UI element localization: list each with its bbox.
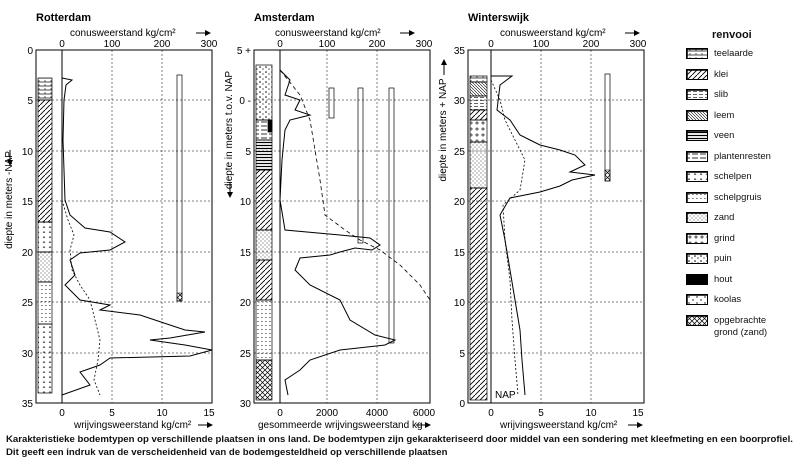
sampling-bar xyxy=(358,88,363,243)
legend-label: hout xyxy=(714,272,733,284)
legend-swatch xyxy=(686,130,708,141)
bottom-tick: 2000 xyxy=(315,408,339,419)
depth-tick: 10 xyxy=(239,197,251,208)
cone-resistance-curve xyxy=(280,70,395,395)
depth-tick: 15 xyxy=(21,197,33,208)
top-tick: 200 xyxy=(582,39,600,50)
bottom-axis-label: wrijvingsweerstand kg/cm² xyxy=(74,420,192,431)
top-tick: 300 xyxy=(415,39,433,50)
bottom-tick: 15 xyxy=(203,408,215,419)
legend-label: schelpen xyxy=(714,170,752,181)
bottom-axis-label: gesommeerde wrijvingsweerstand kg xyxy=(258,420,423,431)
bottom-tick: 10 xyxy=(156,408,168,419)
panel-rotterdam xyxy=(4,12,218,431)
top-tick: 0 xyxy=(488,39,494,50)
legend-label: slib xyxy=(714,88,729,99)
bottom-tick: 4000 xyxy=(365,408,389,419)
soil-column xyxy=(256,65,272,400)
legend-swatch xyxy=(686,294,708,305)
plot-frame xyxy=(468,50,644,403)
bottom-tick: 0 xyxy=(59,408,65,419)
top-axis-label: conusweerstand kg/cm² xyxy=(500,28,606,39)
legend-label: plantenresten xyxy=(714,149,771,161)
friction-curve xyxy=(280,70,430,300)
bottom-tick: 10 xyxy=(585,408,597,419)
depth-tick: 20 xyxy=(239,298,251,309)
depth-tick: 10 xyxy=(453,298,465,309)
soil-column xyxy=(470,76,487,400)
depth-tick: 5 xyxy=(27,96,33,107)
legend-label: zand xyxy=(714,211,735,222)
top-axis-label: conusweerstand kg/cm² xyxy=(275,28,381,39)
depth-tick: 25 xyxy=(21,298,33,309)
legend-swatch xyxy=(686,274,708,285)
depth-tick: 25 xyxy=(453,147,465,158)
bottom-axis-label: wrijvingsweerstand kg/cm² xyxy=(500,420,618,431)
bottom-tick: 15 xyxy=(632,408,644,419)
depth-axis-label: diepte in meters + NAP xyxy=(438,78,449,182)
depth-axis-label: diepte in meters -NAP xyxy=(4,151,15,249)
legend-swatch xyxy=(686,212,708,223)
legend-label: koolas xyxy=(714,293,742,304)
depth-tick: 30 xyxy=(239,399,251,410)
depth-tick: 15 xyxy=(239,248,251,259)
panel-amsterdam xyxy=(224,12,436,431)
top-tick: 300 xyxy=(200,39,218,50)
depth-axis-label: diepte in meters t.o.v. NAP xyxy=(224,70,235,190)
legend-label: schelpgruis xyxy=(714,190,762,202)
legend-label: opgebrachte xyxy=(714,313,767,325)
depth-tick: 10 xyxy=(21,147,33,158)
top-tick: 100 xyxy=(103,39,121,50)
sampling-bar xyxy=(605,74,610,181)
panel-title: Rotterdam xyxy=(36,12,92,24)
depth-tick: 35 xyxy=(21,399,33,410)
top-axis-label: conusweerstand kg/cm² xyxy=(70,28,176,39)
legend-swatch xyxy=(686,315,708,326)
legend-label: veen xyxy=(714,129,735,140)
cone-resistance-curve xyxy=(491,76,595,395)
legend-swatch xyxy=(686,233,708,244)
depth-tick: 5 xyxy=(245,147,251,158)
cone-resistance-curve xyxy=(62,78,212,395)
top-tick: 200 xyxy=(368,39,386,50)
top-tick: 200 xyxy=(153,39,171,50)
bottom-tick: 0 xyxy=(488,408,494,419)
bottom-tick: 0 xyxy=(277,408,283,419)
legend-swatch xyxy=(686,151,708,162)
depth-tick: 30 xyxy=(21,349,33,360)
depth-tick: 35 xyxy=(453,46,465,57)
bottom-tick: 5 xyxy=(538,408,544,419)
soil-column xyxy=(38,78,52,393)
friction-curve xyxy=(62,80,100,395)
legend-label: grind xyxy=(714,231,735,243)
sampling-bar xyxy=(177,75,182,301)
bottom-tick: 5 xyxy=(109,408,115,419)
depth-tick: 0 - xyxy=(239,96,251,107)
top-tick: 0 xyxy=(59,39,65,50)
legend-title: renvooi xyxy=(712,29,752,41)
legend-label: puin xyxy=(714,252,732,263)
depth-tick: 30 xyxy=(453,96,465,107)
legend-swatch xyxy=(686,171,708,182)
legend-swatch xyxy=(686,192,708,203)
depth-tick: 20 xyxy=(453,197,465,208)
legend-label: grond (zand) xyxy=(714,325,768,337)
legend-label: teelaarde xyxy=(714,47,754,58)
panel-winterswijk xyxy=(438,12,647,431)
legend-swatch xyxy=(686,253,708,264)
depth-grid xyxy=(468,50,644,403)
legend-swatch xyxy=(686,48,708,59)
top-tick: 100 xyxy=(532,39,550,50)
panel-title: Winterswijk xyxy=(468,12,530,24)
bottom-tick: 6000 xyxy=(412,408,436,419)
nap-label: NAP xyxy=(495,390,516,401)
figure-caption: Karakteristieke bodemtypen op verschillende plaatsen in ons land. De bodemtypen zijn gekarakteriseerd door middel van een sondering met kleefmeting en een boorprofiel. Dit geeft een indruk van de verscheidenheid van de bodemgesteldheid op verschillende plaatsen xyxy=(6,434,793,458)
friction-curve xyxy=(491,80,525,395)
top-tick: 100 xyxy=(318,39,336,50)
depth-tick: 5 xyxy=(459,349,465,360)
sampling-bar xyxy=(329,88,334,118)
legend-swatch xyxy=(686,110,708,121)
depth-tick: 5 + xyxy=(236,46,251,57)
depth-tick: 25 xyxy=(239,349,251,360)
legend-label: klei xyxy=(714,67,729,79)
depth-tick: 0 xyxy=(27,46,33,57)
depth-tick: 0 xyxy=(459,399,465,410)
sampling-bar xyxy=(389,88,394,343)
legend-label: leem xyxy=(714,108,735,120)
top-tick: 300 xyxy=(629,39,647,50)
panel-title: Amsterdam xyxy=(254,12,315,24)
legend-swatch xyxy=(686,69,708,80)
depth-tick: 15 xyxy=(453,248,465,259)
top-tick: 0 xyxy=(277,39,283,50)
legend-swatch xyxy=(686,89,708,100)
depth-tick: 20 xyxy=(21,248,33,259)
